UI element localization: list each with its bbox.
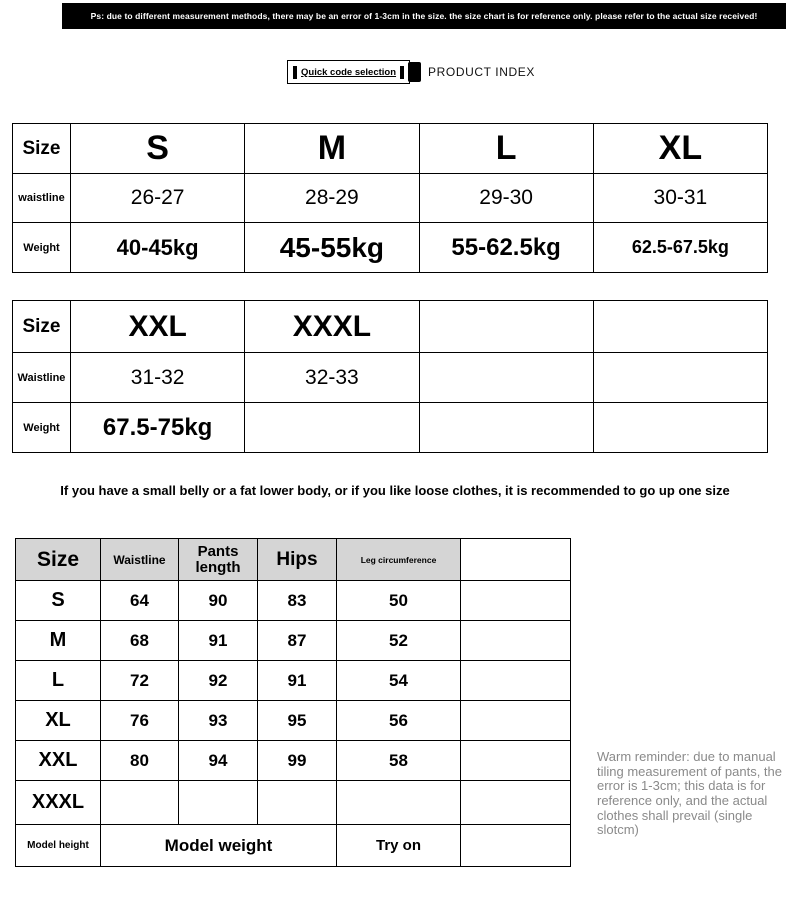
table-row [16, 661, 571, 701]
col-header-pants-length: Pants length [179, 539, 258, 581]
top-notice-banner: Ps: due to different measurement methods, there may be an error of 1-3cm in the size. the size chart is for reference only. please refer to the actual size received! [62, 3, 786, 29]
weight-cell: 45-55kg [245, 223, 419, 273]
table-row [13, 353, 768, 403]
size-cell: XXL [71, 301, 245, 353]
col-header-leg-circumference: Leg circumference [337, 539, 461, 581]
size-cell: S [16, 581, 101, 621]
waistline-cell: 29-30 [419, 174, 593, 223]
table-row [16, 741, 571, 781]
size-cell [419, 301, 593, 353]
waistline-cell: 31-32 [71, 353, 245, 403]
value-cell: 56 [337, 701, 461, 741]
value-cell [461, 661, 571, 701]
value-cell [461, 701, 571, 741]
col-header-hips: Hips [258, 539, 337, 581]
weight-cell [419, 403, 593, 453]
size-cell: M [245, 124, 419, 174]
weight-cell [593, 403, 767, 453]
weight-cell [245, 403, 419, 453]
value-cell [101, 781, 179, 825]
row-label-size: Size [13, 301, 71, 353]
weight-cell: 67.5-75kg [71, 403, 245, 453]
table-header-row [16, 539, 571, 581]
table-row [13, 223, 768, 273]
waistline-cell: 26-27 [71, 174, 245, 223]
barcode-left-icon [293, 66, 297, 79]
model-height-label: Model height [16, 825, 101, 867]
try-on-label: Try on [337, 825, 461, 867]
value-cell [461, 581, 571, 621]
value-cell [258, 781, 337, 825]
value-cell: 64 [101, 581, 179, 621]
table-row [16, 621, 571, 661]
value-cell: 95 [258, 701, 337, 741]
warm-reminder-text: Warm reminder: due to manual tiling measurement of pants, the error is 1-3cm; this data is for reference only, and the actual clothes shall prevail (single slotcm) [597, 749, 782, 838]
value-cell: 87 [258, 621, 337, 661]
waistline-cell: 30-31 [593, 174, 767, 223]
table-footer-row [16, 825, 571, 867]
size-cell: XXXL [245, 301, 419, 353]
value-cell: 91 [258, 661, 337, 701]
quick-code-selection-label: Quick code selection [301, 66, 397, 78]
size-cell: S [71, 124, 245, 174]
value-cell: 90 [179, 581, 258, 621]
value-cell: 50 [337, 581, 461, 621]
product-index-label: PRODUCT INDEX [428, 65, 535, 79]
value-cell: 58 [337, 741, 461, 781]
row-label-size: Size [13, 124, 71, 174]
weight-cell: 62.5-67.5kg [593, 223, 767, 273]
waistline-cell [593, 353, 767, 403]
table-row [13, 174, 768, 223]
value-cell: 76 [101, 701, 179, 741]
value-cell [461, 781, 571, 825]
empty-cell [461, 825, 571, 867]
col-header-empty [461, 539, 571, 581]
value-cell: 94 [179, 741, 258, 781]
value-cell: 93 [179, 701, 258, 741]
value-cell: 83 [258, 581, 337, 621]
sizing-advice-text: If you have a small belly or a fat lower body, or if you like loose clothes, it is recommended to go up one size [60, 483, 730, 498]
size-cell [593, 301, 767, 353]
row-label-weight: Weight [13, 403, 71, 453]
row-label-waistline: Waistline [13, 353, 71, 403]
value-cell: 52 [337, 621, 461, 661]
size-cell: XXL [16, 741, 101, 781]
size-cell: XL [593, 124, 767, 174]
value-cell [461, 621, 571, 661]
weight-cell: 55-62.5kg [419, 223, 593, 273]
waistline-cell: 32-33 [245, 353, 419, 403]
size-cell: L [16, 661, 101, 701]
size-cell: L [419, 124, 593, 174]
size-cell: XXXL [16, 781, 101, 825]
weight-cell: 40-45kg [71, 223, 245, 273]
col-header-size: Size [16, 539, 101, 581]
waistline-cell: 28-29 [245, 174, 419, 223]
size-table-primary [12, 123, 768, 273]
value-cell: 68 [101, 621, 179, 661]
row-label-weight: Weight [13, 223, 71, 273]
size-cell: M [16, 621, 101, 661]
value-cell: 72 [101, 661, 179, 701]
table-row [16, 781, 571, 825]
table-row [16, 701, 571, 741]
barcode-right-icon [400, 66, 404, 79]
table-row [16, 581, 571, 621]
value-cell: 99 [258, 741, 337, 781]
value-cell: 92 [179, 661, 258, 701]
value-cell: 54 [337, 661, 461, 701]
table-row [13, 403, 768, 453]
size-table-secondary [12, 300, 768, 453]
value-cell: 91 [179, 621, 258, 661]
col-header-waistline: Waistline [101, 539, 179, 581]
value-cell [337, 781, 461, 825]
row-label-waistline: waistline [13, 174, 71, 223]
model-weight-label: Model weight [101, 825, 337, 867]
value-cell [461, 741, 571, 781]
waistline-cell [419, 353, 593, 403]
measurement-table [15, 538, 571, 867]
value-cell [179, 781, 258, 825]
product-index-header [287, 60, 535, 84]
table-row [13, 124, 768, 174]
table-row [13, 301, 768, 353]
index-marker-icon [408, 62, 421, 82]
quick-code-selection-box [287, 60, 410, 84]
value-cell: 80 [101, 741, 179, 781]
size-cell: XL [16, 701, 101, 741]
